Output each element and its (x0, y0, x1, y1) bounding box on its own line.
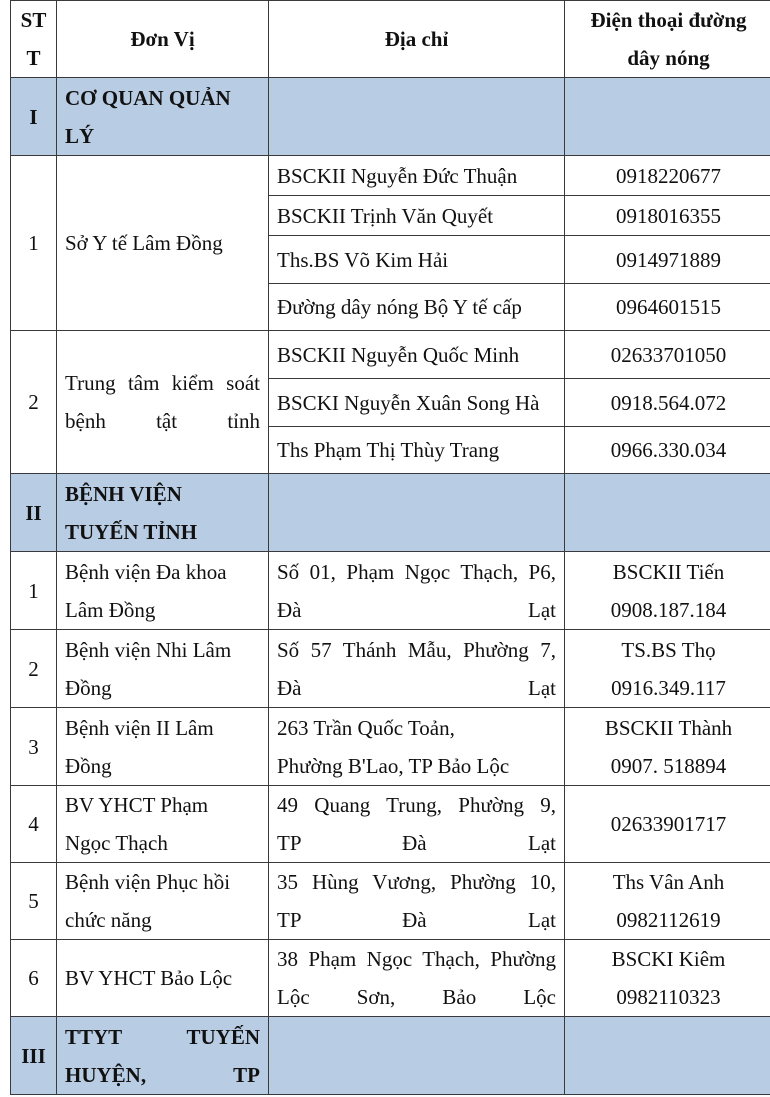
section-title: CƠ QUAN QUẢN LÝ (57, 78, 269, 156)
address: Số 01, Phạm Ngọc Thạch, P6, Đà Lạt (269, 552, 565, 630)
phone-contact: BSCKI Kiêm 0982110323 (565, 940, 770, 1017)
section-title: TTYT TUYẾN HUYỆN, TP (57, 1017, 269, 1095)
section-roman: II (11, 474, 57, 552)
row-number: 2 (11, 630, 57, 708)
address: 38 Phạm Ngọc Thạch, Phường Lộc Sơn, Bảo Lộc (269, 940, 565, 1017)
section-row-provincial-hospitals (11, 474, 770, 552)
unit-name: Bệnh viện Phục hồi chức năng (57, 863, 269, 940)
unit-name: BV YHCT Bảo Lộc (57, 940, 269, 1017)
hotline-table (10, 0, 770, 1095)
row-number: 1 (11, 552, 57, 630)
phone-number: 0914971889 (565, 236, 770, 284)
section-empty-cell (565, 78, 770, 156)
row-number: 6 (11, 940, 57, 1017)
unit-name: Trung tâm kiểm soát bệnh tật tỉnh (57, 331, 269, 474)
address: 49 Quang Trung, Phường 9, TP Đà Lạt (269, 786, 565, 863)
section-row-district-centers (11, 1017, 770, 1095)
section-empty-cell (565, 474, 770, 552)
contact-name: Đường dây nóng Bộ Y tế cấp (269, 284, 565, 331)
unit-name: Sở Y tế Lâm Đồng (57, 156, 269, 331)
phone-number: 0918.564.072 (565, 379, 770, 427)
section-row-management (11, 78, 770, 156)
phone-number: 0918016355 (565, 196, 770, 236)
contact-name: Ths.BS Võ Kim Hải (269, 236, 565, 284)
section-roman: I (11, 78, 57, 156)
row-number: 5 (11, 863, 57, 940)
header-phone: Điện thoại đường dây nóng (565, 1, 770, 78)
table-row (11, 786, 770, 863)
phone-number: 0918220677 (565, 156, 770, 196)
address: 263 Trần Quốc Toản, Phường B'Lao, TP Bảo Lộc (269, 708, 565, 786)
section-roman: III (11, 1017, 57, 1095)
contact-name: Ths Phạm Thị Thùy Trang (269, 427, 565, 474)
contact-name: BSCKII Nguyễn Quốc Minh (269, 331, 565, 379)
unit-name: BV YHCT Phạm Ngọc Thạch (57, 786, 269, 863)
row-number: 3 (11, 708, 57, 786)
table-row (11, 552, 770, 630)
phone-contact: Ths Vân Anh 0982112619 (565, 863, 770, 940)
section-empty-cell (565, 1017, 770, 1095)
row-number: 1 (11, 156, 57, 331)
phone-contact: BSCKII Thành 0907. 518894 (565, 708, 770, 786)
phone-number: 0966.330.034 (565, 427, 770, 474)
header-row (11, 1, 770, 78)
section-title: BỆNH VIỆN TUYẾN TỈNH (57, 474, 269, 552)
phone-contact: BSCKII Tiến 0908.187.184 (565, 552, 770, 630)
unit-name: Bệnh viện Đa khoa Lâm Đồng (57, 552, 269, 630)
contact-name: BSCKI Nguyễn Xuân Song Hà (269, 379, 565, 427)
phone-contact: 02633901717 (565, 786, 770, 863)
header-address: Địa chỉ (269, 1, 565, 78)
unit-name: Bệnh viện II Lâm Đồng (57, 708, 269, 786)
row-number: 4 (11, 786, 57, 863)
phone-number: 02633701050 (565, 331, 770, 379)
section-empty-cell (269, 78, 565, 156)
row-number: 2 (11, 331, 57, 474)
table-row (11, 630, 770, 708)
table-row (11, 940, 770, 1017)
table-row (11, 708, 770, 786)
table-row (11, 331, 770, 379)
table-row (11, 863, 770, 940)
header-unit: Đơn Vị (57, 1, 269, 78)
contact-name: BSCKII Trịnh Văn Quyết (269, 196, 565, 236)
address: Số 57 Thánh Mẫu, Phường 7, Đà Lạt (269, 630, 565, 708)
header-stt: ST T (11, 1, 57, 78)
contact-name: BSCKII Nguyễn Đức Thuận (269, 156, 565, 196)
address: 35 Hùng Vương, Phường 10, TP Đà Lạt (269, 863, 565, 940)
phone-contact: TS.BS Thọ 0916.349.117 (565, 630, 770, 708)
table-row (11, 156, 770, 196)
phone-number: 0964601515 (565, 284, 770, 331)
section-empty-cell (269, 1017, 565, 1095)
section-empty-cell (269, 474, 565, 552)
unit-name: Bệnh viện Nhi Lâm Đồng (57, 630, 269, 708)
